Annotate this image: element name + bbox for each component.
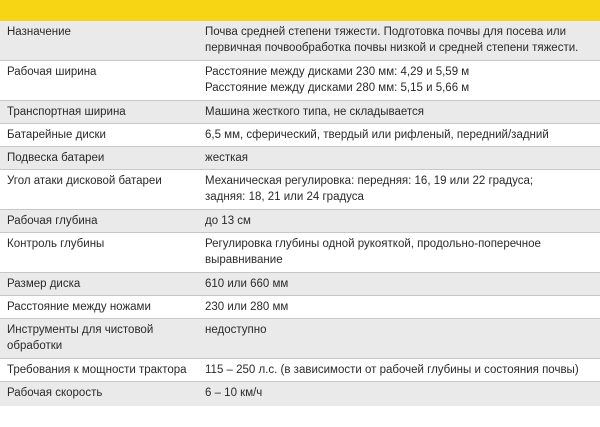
spec-label: Расстояние между ножами [7,301,151,313]
spec-row-blade-spacing [0,296,600,319]
spec-label: Подвеска батареи [7,152,105,164]
spec-value [196,359,600,381]
spec-row-depth-control [0,233,600,273]
spec-value [196,61,600,100]
spec-value [196,101,600,123]
spec-value-line: 6,5 мм, сферический, твердый или рифленый, передний/задний [205,129,549,141]
spec-value-line: 115 – 250 л.с. (в зависимости от рабочей глубины и состояния почвы) [205,364,579,376]
spec-table [0,21,600,406]
spec-value [196,170,600,209]
spec-label: Транспортная ширина [7,106,126,118]
spec-row-gang-angle [0,170,600,210]
spec-value-line: Механическая регулировка: передняя: 16, 19 или 22 градуса; [205,175,534,187]
spec-row-purpose [0,21,600,61]
spec-value [196,210,600,232]
spec-label: Рабочая глубина [7,215,98,227]
spec-value [196,296,600,318]
spec-label: Батарейные диски [7,129,106,141]
spec-value-line: Почва средней степени тяжести. Подготовка почвы для посева или [205,26,567,38]
spec-row-transport-width [0,101,600,124]
spec-row-working-width [0,61,600,101]
spec-label: Требования к мощности трактора [7,364,187,376]
spec-value [196,147,600,169]
spec-value-line: Машина жесткого типа, не складывается [205,106,425,118]
spec-value-line: задняя: 18, 21 или 24 градуса [205,191,364,203]
spec-label: Рабочая ширина [7,66,97,78]
spec-value-line: жесткая [205,152,249,164]
spec-value [196,319,600,358]
spec-value [196,124,600,146]
spec-value-line: Расстояние между дисками 280 мм: 5,15 и 5,66 м [205,82,470,94]
spec-value-line: Расстояние между дисками 230 мм: 4,29 и 5,59 м [205,66,470,78]
spec-label: Назначение [7,26,71,38]
spec-label: Угол атаки дисковой батареи [7,175,162,187]
spec-value-line: первичная почвообработка почвы низкой и средней степени тяжести. [205,42,579,54]
spec-value [196,233,600,272]
spec-label: Контроль глубины [7,238,105,250]
spec-value-line: выравнивание [205,254,283,266]
spec-value-line: 610 или 660 мм [205,278,289,290]
spec-row-working-speed [0,382,600,406]
spec-row-working-depth [0,210,600,233]
spec-label: Инструменты для чистовой обработки [7,324,154,352]
spec-value [196,382,600,406]
spec-value [196,273,600,295]
header-bar [0,0,600,21]
spec-value-line: Регулировка глубины одной рукояткой, продольно-поперечное [205,238,541,250]
spec-label: Рабочая скорость [7,387,103,399]
spec-value [196,21,600,60]
spec-row-finishing-tools [0,319,600,359]
spec-value-line: 230 или 280 мм [205,301,289,313]
spec-value-line: до 13 см [205,215,251,227]
spec-label: Размер диска [7,278,81,290]
spec-row-disc-size [0,273,600,296]
spec-row-gang-discs [0,124,600,147]
spec-row-tractor-power [0,359,600,382]
spec-value-line: недоступно [205,324,267,336]
spec-value-line: 6 – 10 км/ч [205,387,263,399]
spec-row-gang-suspension [0,147,600,170]
